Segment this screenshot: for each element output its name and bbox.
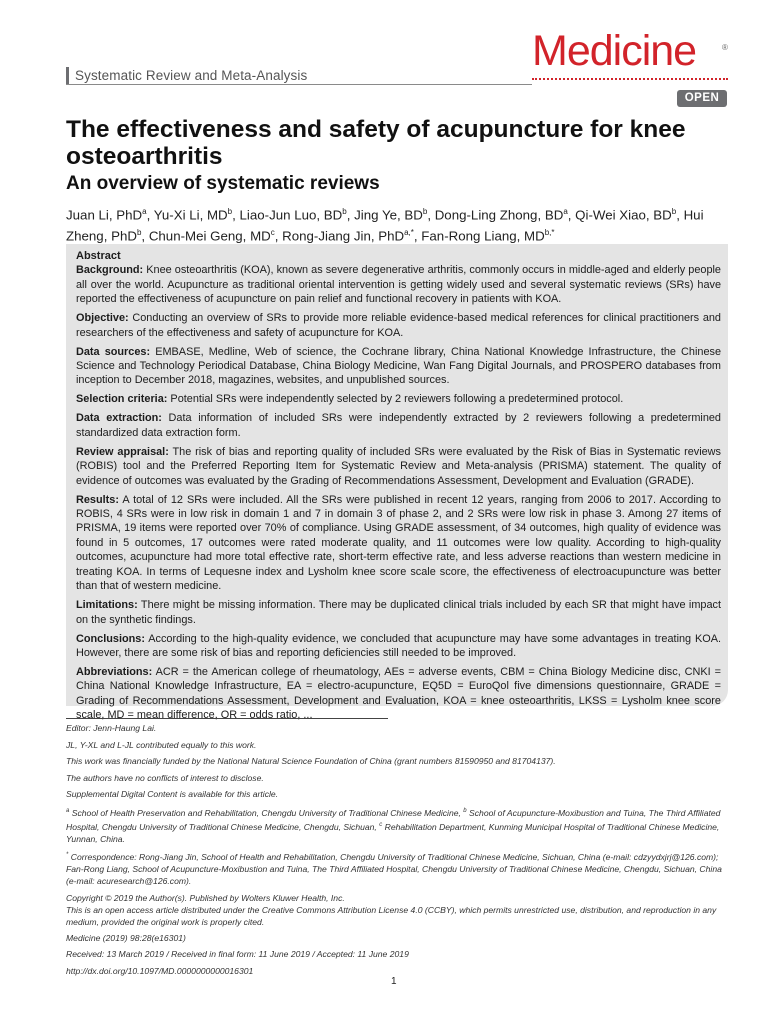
footnote-supplemental: Supplemental Digital Content is available for this article. [66,789,279,800]
affiliation-text: Rehabilitation Department, Kunming Municipal Hospital of Traditional Chinese Medicine, Yunnan, China. [66,821,720,844]
author-name: Qi-Wei Xiao, BD [575,207,672,223]
footnotes [66,722,731,982]
author-name: Jing Ye, BD [354,207,423,223]
abstract-section [76,632,721,661]
footnote-funding: This work was financially funded by the National Natural Science Foundation of China (grant numbers 81590950 and 81704137). [66,756,556,767]
author-name: Fan-Rong Liang, MD [421,228,545,244]
abstract-section [76,493,721,594]
abstract-section-label: Results: [76,493,119,506]
abstract-section-label: Background: [76,264,144,277]
registered-mark: ® [722,43,728,52]
abstract-section-label: Abbreviations: [76,665,153,678]
affiliation-mark: a [66,807,70,814]
abstract-section-label: Review appraisal: [76,445,169,458]
abstract-section [76,392,721,406]
abstract-section-label: Objective: [76,312,129,325]
author-separator: , [146,207,154,223]
author-affiliation-mark: b [422,207,428,216]
abstract-heading: Abstract [76,250,121,262]
author-separator: , [274,228,283,244]
open-access-badge: OPEN [677,90,727,107]
affiliation-mark: c [379,821,383,828]
author-separator: , [427,207,435,223]
footnote-correspondence [66,849,731,887]
author-affiliation-mark: b [342,207,347,216]
author-affiliation-mark: c [270,228,275,238]
copyright-text: Copyright © 2019 the Author(s). Published by Wolters Kluwer Health, Inc. [66,892,345,903]
logo-dotted-underline [532,78,728,80]
author-separator: , [676,207,684,223]
abstract-continuation: scale, MD = mean difference, OR = odds ratio, ... [76,709,313,722]
author-separator: , [141,228,149,244]
abstract-section-label: Data sources: [76,345,151,358]
journal-logo: Medicine [532,27,697,75]
footnote-editor: Editor: Jenn-Haung Lai. [66,723,157,733]
abstract-section [76,345,721,388]
footnote-dates: Received: 13 March 2019 / Received in final form: 11 June 2019 / Accepted: 11 June 2019 [66,949,409,960]
abstract [76,249,722,722]
footnote-contrib: JL, Y-XL and L-JL contributed equally to this work. [66,739,257,750]
abstract-section-text: Potential SRs were independently selected by 2 reviewers following a predetermined protocol. [167,393,624,406]
footnote-rule [66,718,388,719]
author-name: Rong-Jiang Jin, PhD [282,228,405,244]
abstract-section-text: Conducting an overview of SRs to provide more reliable evidence-based medical references for clinical practitioners and researchers of the effectiveness and safety of acupuncture for KOA. [76,312,721,339]
abstract-section-label: Limitations: [76,599,138,612]
author-affiliation-mark: a [563,207,568,216]
abstract-section-label: Selection criteria: [76,393,168,406]
abstract-section-label: Conclusions: [76,632,145,645]
author-separator: , [346,207,355,223]
abstract-section [76,263,721,306]
footnote-doi[interactable]: http://dx.doi.org/10.1097/MD.0000000000016301 [66,965,254,976]
author-affiliation-mark: b [227,207,233,216]
abstract-section-text: EMBASE, Medline, Web of science, the Cochrane library, China National Knowledge Infrastructure, the Chinese Science and Technology Periodical Database, China Biology Medicine, Wan Fang Digital Journals, and PROSPERO databases from inception to December 2018, magazines, websites, and unpublished sources. [76,345,722,387]
section-label-text: Systematic Review and Meta-Analysis [75,67,308,83]
abstract-section [76,665,721,722]
author-name: Chun-Mei Geng, MD [148,228,271,244]
footnote-citation: Medicine (2019) 98:28(e16301) [66,932,186,943]
article-subtitle: An overview of systematic reviews [66,173,380,194]
abstract-sections [76,263,722,722]
author-affiliation-mark: a [142,207,147,216]
author-name: Hui Zheng, PhD [66,207,704,244]
author-affiliation-mark: b [136,228,142,238]
author-name: Yu-Xi Li, MD [153,207,228,223]
abstract-section [76,311,721,340]
header-rule [66,84,532,85]
abstract-section [76,598,721,627]
affiliation-text: School of Acupuncture-Moxibustion and Tuina, The Third Affiliated Hospital, Chengdu University of Traditional Chinese Medicine, Chengdu, Sichuan, [66,807,721,832]
author-name: Liao-Jun Luo, BD [239,207,343,223]
author-list [66,203,726,246]
section-label [66,66,307,84]
author-affiliation-mark: b [671,207,677,216]
abstract-section-text: Knee osteoarthritis (KOA), known as severe degenerative arthritis, commonly occurs in middle-aged and elderly people all over the world. Acupuncture as traditional oriental intervention is getting widely used and several systematic reviews (SRs) have reported the effectiveness of acupuncture on pain relief and functional recovery in patients with KOA. [76,264,721,306]
footnote-coi: The authors have no conflicts of interest to disclose. [66,772,264,783]
footnote-affiliations [66,805,731,845]
abstract-section-text: There might be missing information. There may be duplicated clinical trials included by each SR that might have impact on the synthetic findings. [76,599,721,626]
correspondence-mark: * [66,852,69,859]
author-separator: , [232,207,240,223]
article-title: The effectiveness and safety of acupuncture for knee osteoarthritis [66,116,686,170]
section-bar [66,67,69,84]
abstract-section-text: ACR = the American college of rheumatology, AEs = adverse events, CBM = China Biology Medicine disc, CNKI = China National Knowledge Infrastructure, EA = electro-acupuncture, EQ5D = EuroQol five dimensions questionnaire, GRADE = Grading of Recommendations Assessment, Development and Evaluation, KOA = knee osteoarthritis, LKSS = Lysholm knee score [76,665,721,707]
abstract-section-text: Data information of included SRs were independently extracted by 2 reviewers following a predetermined standardized data extraction form. [76,412,721,439]
license-text: This is an open access article distributed under the Creative Commons Attribution License 4.0 (CCBY), which permits unrestricted use, distribution, and reproduction in any medium, provided the original work is properly cited. [66,904,717,927]
abstract-section [76,445,721,488]
author-affiliation-mark: b,* [544,228,555,238]
abstract-section [76,411,721,440]
author-name: Dong-Ling Zhong, BD [434,207,564,223]
author-separator: , [413,228,422,244]
abstract-section-text: According to the high-quality evidence, we concluded that acupuncture may have some advantages in treating KOA. However, there are some risk of bias and reporting deficiencies still needed to be improved. [76,632,721,659]
correspondence-text: Correspondence: Rong-Jiang Jin, School of Health and Rehabilitation, Chengdu University of Traditional Chinese Medicine, Sichuan, China (e-mail: cdzyydxjrj@126.com); Fan-Rong Liang, School of Acupuncture-Moxibustion and Tuina, The Third Affiliated Hospital, Chengdu University of Traditional Chinese Medicine, Chengdu, Sichuan, China (e-mail: acuresearch@126.com). [66,852,722,887]
page-number: 1 [391,976,397,987]
affiliation-text: School of Health Preservation and Rehabilitation, Chengdu University of Traditional Chinese Medicine, [69,807,464,818]
author-name: Juan Li, PhD [66,207,143,223]
abstract-section-text: A total of 12 SRs were included. All the SRs were published in recent 12 years, ranging from 2006 to 2017. According to ROBIS, 4 SRs were in low risk in domain 1 and 7 in domain 3 of phase 2, and 2 SRs were low risk in phase 3. Among 27 items of PRISMA, 19 items were reported over 70% of compliance. Using GRADE assessment, of 34 outcomes, high quality of evidence was found in 5 outcomes, 17 outcomes were rated moderate quality, and 11 outcomes were low quality. According to high-quality outcomes, acupuncture had more total effective rate, short-term effective rate, and less adverse reactions than western medicine in treating KOA. In terms of Lequesne index and Lysholm knee score scale score, the effectiveness of electroacupuncture was better than that of western medicine. [76,493,721,593]
footnote-copyright-license [66,892,731,928]
author-affiliation-mark: a,* [404,228,414,238]
abstract-section-label: Data extraction: [76,412,162,425]
abstract-section-text: The risk of bias and reporting quality of included SRs were evaluated by the Risk of Bias in Systematic reviews (ROBIS) tool and the Preferred Reporting Item for Systematic Review and Meta-analysis (PRISMA) statement. The quality of evidence of outcomes was evaluated by the Grading of Recommendations Assessment, Development and Evaluation (GRADE). [76,445,721,487]
affiliation-mark: b [463,807,467,814]
author-separator: , [567,207,576,223]
